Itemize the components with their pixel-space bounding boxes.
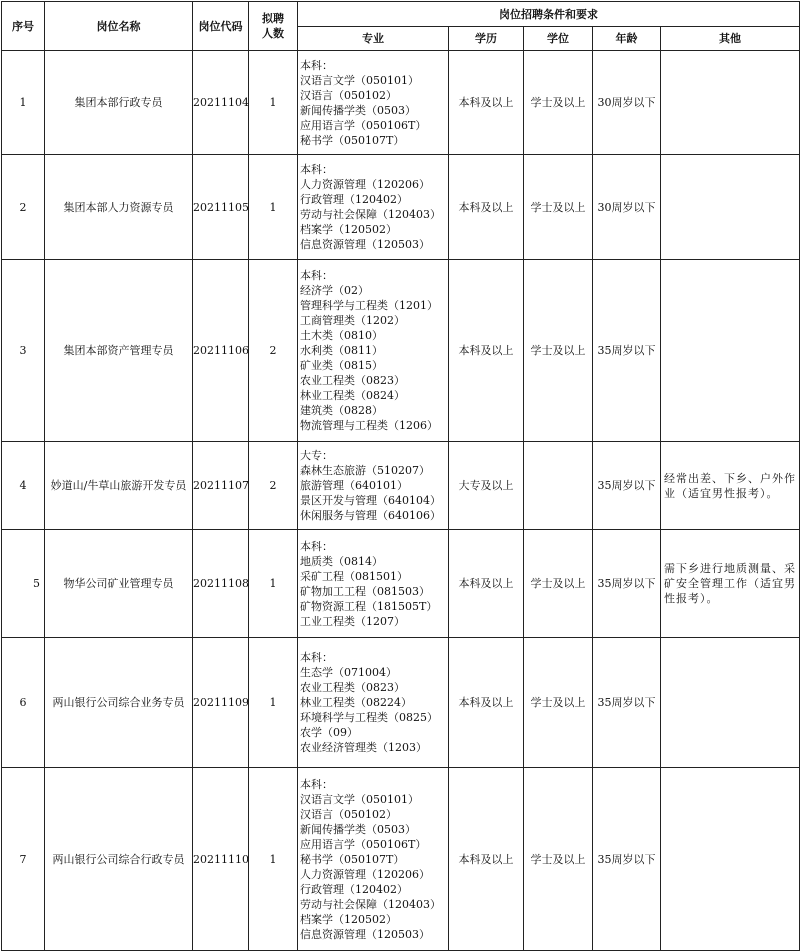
major-line: 工业工程类（1207） xyxy=(300,614,405,628)
row-other xyxy=(661,155,800,260)
major-line: 物流管理与工程类（1206） xyxy=(300,419,438,432)
row-age: 35周岁以下 xyxy=(593,530,661,638)
major-line: 劳动与社会保障（120403） xyxy=(300,897,441,911)
header-conditions: 岗位招聘条件和要求 xyxy=(298,2,800,27)
table-row xyxy=(2,155,800,260)
major-line: 秘书学（050107T） xyxy=(300,133,405,147)
header-seq: 序号 xyxy=(2,2,45,51)
major-line: 新闻传播学类（0503） xyxy=(300,103,416,117)
row-count: 2 xyxy=(249,260,298,442)
major-line: 矿物资源工程（181505T） xyxy=(300,599,438,613)
row-education: 本科及以上 xyxy=(449,530,524,638)
header-education: 学历 xyxy=(449,27,524,51)
header-age: 年龄 xyxy=(593,27,661,51)
table-row xyxy=(2,442,800,530)
row-seq: 3 xyxy=(2,260,45,442)
major-line: 新闻传播学类（0503） xyxy=(300,822,416,836)
table-row xyxy=(2,530,800,638)
major-line: 建筑类（0828） xyxy=(300,404,383,417)
row-major xyxy=(298,530,449,638)
header-name: 岗位名称 xyxy=(45,2,193,51)
row-seq: 7 xyxy=(2,768,45,951)
major-line: 汉语言（050102） xyxy=(300,88,397,102)
major-line: 林业工程类（0824） xyxy=(300,389,405,402)
row-education: 本科及以上 xyxy=(449,638,524,768)
major-line: 农业工程类（0823） xyxy=(300,681,405,694)
major-line: 本科： xyxy=(300,777,333,791)
header-degree: 学位 xyxy=(524,27,593,51)
row-code: 20211105 xyxy=(193,155,249,260)
major-line: 休闲服务与管理（640106） xyxy=(300,509,441,522)
row-age: 30周岁以下 xyxy=(593,155,661,260)
major-line: 人力资源管理（120206） xyxy=(300,867,430,881)
row-code: 20211107 xyxy=(193,442,249,530)
row-name: 两山银行公司综合行政专员 xyxy=(45,768,193,951)
row-name: 集团本部人力资源专员 xyxy=(45,155,193,260)
row-major xyxy=(298,768,449,951)
row-degree: 学士及以上 xyxy=(524,155,593,260)
major-line: 经济学（02） xyxy=(300,284,369,297)
row-count: 1 xyxy=(249,530,298,638)
major-line: 矿业类（0815） xyxy=(300,359,383,372)
major-line: 本科： xyxy=(300,651,333,664)
row-other xyxy=(661,51,800,155)
major-line: 矿物加工工程（081503） xyxy=(300,584,430,598)
row-seq: 6 xyxy=(2,638,45,768)
row-education: 本科及以上 xyxy=(449,51,524,155)
major-line: 工商管理类（1202） xyxy=(300,314,405,327)
major-line: 农学（09） xyxy=(300,726,358,739)
major-line: 应用语言学（050106T） xyxy=(300,837,427,851)
row-name: 两山银行公司综合业务专员 xyxy=(45,638,193,768)
row-count: 1 xyxy=(249,51,298,155)
row-education: 本科及以上 xyxy=(449,260,524,442)
row-age: 35周岁以下 xyxy=(593,768,661,951)
major-line: 旅游管理（640101） xyxy=(300,479,408,492)
row-education: 大专及以上 xyxy=(449,442,524,530)
major-line: 土木类（0810） xyxy=(300,329,383,342)
major-line: 秘书学（050107T） xyxy=(300,852,405,866)
header-code: 岗位代码 xyxy=(193,2,249,51)
major-line: 管理科学与工程类（1201） xyxy=(300,299,438,312)
row-seq: 4 xyxy=(2,442,45,530)
row-code: 20211109 xyxy=(193,638,249,768)
row-count: 2 xyxy=(249,442,298,530)
row-seq: 1 xyxy=(2,51,45,155)
row-name: 妙道山/牛草山旅游开发专员 xyxy=(45,442,193,530)
row-major xyxy=(298,51,449,155)
row-age: 30周岁以下 xyxy=(593,51,661,155)
row-other: 经常出差、下乡、户外作业（适宜男性报考）。 xyxy=(661,442,800,530)
row-degree: 学士及以上 xyxy=(524,768,593,951)
row-other: 需下乡进行地质测量、采矿安全管理工作（适宜男性报考）。 xyxy=(661,530,800,638)
major-line: 大专： xyxy=(300,449,333,462)
major-line: 农业工程类（0823） xyxy=(300,374,405,387)
row-degree: 学士及以上 xyxy=(524,260,593,442)
major-line: 采矿工程（081501） xyxy=(300,569,408,583)
row-code: 20211104 xyxy=(193,51,249,155)
major-line: 汉语言（050102） xyxy=(300,807,397,821)
header-major: 专业 xyxy=(298,27,449,51)
row-degree xyxy=(524,442,593,530)
row-seq: 5 xyxy=(2,530,45,638)
major-line: 景区开发与管理（640104） xyxy=(300,494,441,507)
major-line: 本科： xyxy=(300,539,333,553)
major-line: 档案学（120502） xyxy=(300,912,397,926)
major-line: 林业工程类（08224） xyxy=(300,696,412,709)
major-line: 行政管理（120402） xyxy=(300,193,408,206)
row-major xyxy=(298,442,449,530)
table-row xyxy=(2,51,800,155)
row-education: 本科及以上 xyxy=(449,768,524,951)
major-line: 行政管理（120402） xyxy=(300,882,408,896)
header-count: 拟聘人数 xyxy=(249,2,298,51)
table-row xyxy=(2,638,800,768)
row-count: 1 xyxy=(249,155,298,260)
row-major xyxy=(298,638,449,768)
table-row xyxy=(2,260,800,442)
row-age: 35周岁以下 xyxy=(593,260,661,442)
major-line: 环境科学与工程类（0825） xyxy=(300,711,438,724)
row-degree: 学士及以上 xyxy=(524,51,593,155)
row-count: 1 xyxy=(249,768,298,951)
table-row xyxy=(2,768,800,951)
row-count: 1 xyxy=(249,638,298,768)
major-line: 人力资源管理（120206） xyxy=(300,178,430,191)
major-line: 劳动与社会保障（120403） xyxy=(300,208,441,221)
major-line: 本科： xyxy=(300,269,333,282)
header-other: 其他 xyxy=(661,27,800,51)
major-line: 本科： xyxy=(300,58,333,72)
row-seq: 2 xyxy=(2,155,45,260)
major-line: 应用语言学（050106T） xyxy=(300,118,427,132)
row-name: 集团本部行政专员 xyxy=(45,51,193,155)
row-name: 集团本部资产管理专员 xyxy=(45,260,193,442)
major-line: 农业经济管理类（1203） xyxy=(300,741,427,754)
row-name: 物华公司矿业管理专员 xyxy=(45,530,193,638)
table-body xyxy=(2,51,800,951)
row-age: 35周岁以下 xyxy=(593,442,661,530)
recruitment-table xyxy=(1,1,800,951)
row-education: 本科及以上 xyxy=(449,155,524,260)
row-age: 35周岁以下 xyxy=(593,638,661,768)
row-other xyxy=(661,638,800,768)
row-other xyxy=(661,768,800,951)
major-line: 地质类（0814） xyxy=(300,554,383,568)
row-major xyxy=(298,155,449,260)
major-line: 水利类（0811） xyxy=(300,344,383,357)
major-line: 生态学（071004） xyxy=(300,666,397,679)
row-code: 20211110 xyxy=(193,768,249,951)
major-line: 本科： xyxy=(300,163,333,176)
row-degree: 学士及以上 xyxy=(524,530,593,638)
major-line: 信息资源管理（120503） xyxy=(300,927,430,941)
major-line: 森林生态旅游（510207） xyxy=(300,464,430,477)
major-line: 信息资源管理（120503） xyxy=(300,238,430,251)
row-other xyxy=(661,260,800,442)
row-code: 20211106 xyxy=(193,260,249,442)
major-line: 档案学（120502） xyxy=(300,223,397,236)
row-degree: 学士及以上 xyxy=(524,638,593,768)
row-major xyxy=(298,260,449,442)
major-line: 汉语言文学（050101） xyxy=(300,73,419,87)
major-line: 汉语言文学（050101） xyxy=(300,792,419,806)
row-code: 20211108 xyxy=(193,530,249,638)
